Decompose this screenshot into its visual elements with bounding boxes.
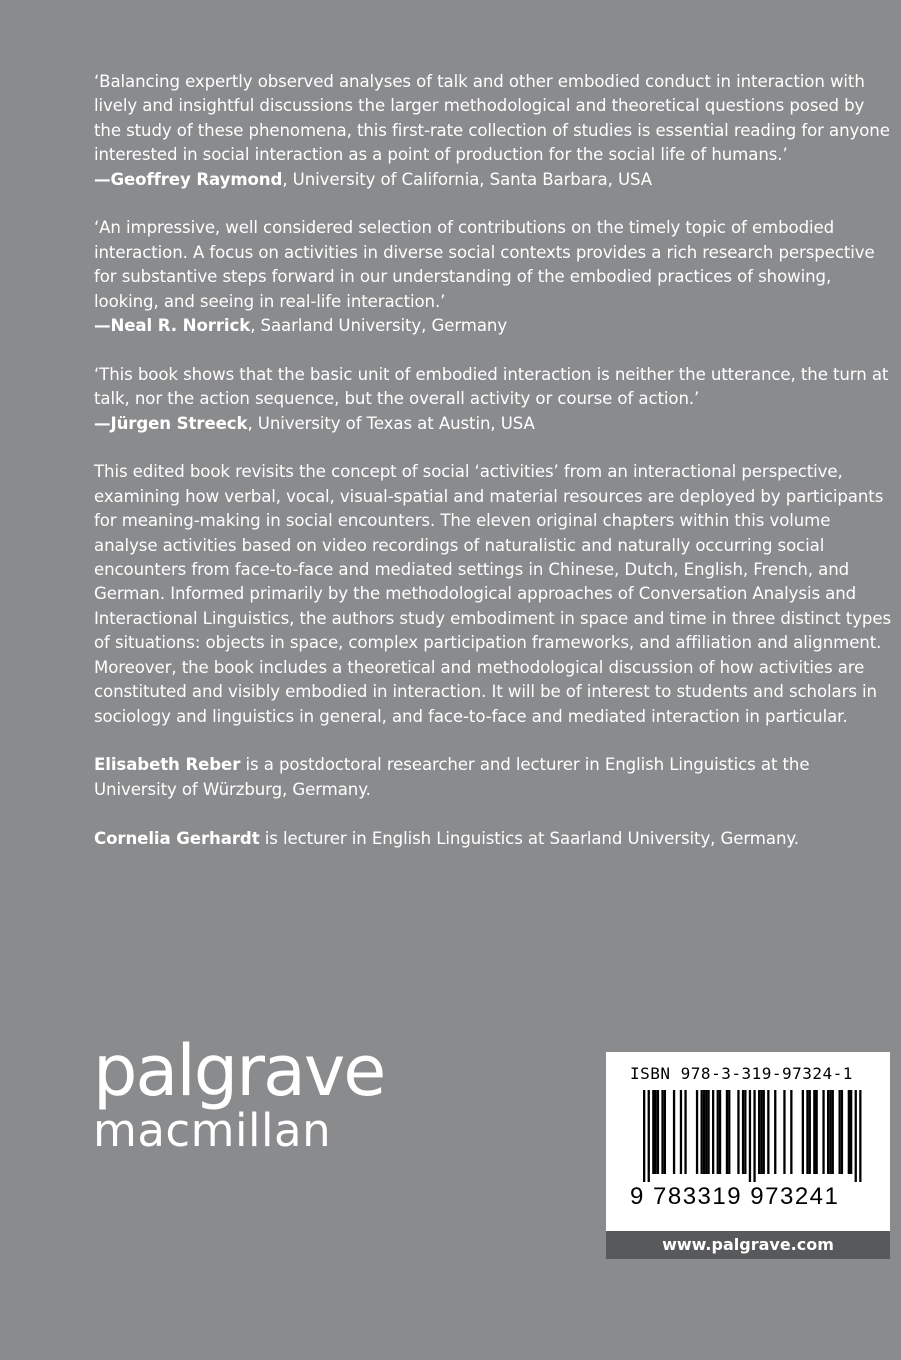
barcode-bar [859, 1090, 861, 1182]
editor-name: Elisabeth Reber [94, 755, 241, 775]
barcode-bar [652, 1090, 654, 1174]
quote-2 [94, 216, 894, 338]
barcode-bar [673, 1090, 675, 1174]
barcode-bar [703, 1090, 705, 1174]
quote-attribution [94, 168, 894, 192]
barcode-digits: 9 783319 973241 [630, 1183, 840, 1210]
description-text: This edited book revisits the concept of social ‘activities’ from an interactional perspective, examining how verbal, vocal, visual-spatial and material resources are deployed by participants for meaning-making in social encounters. The eleven original chapters within this volume analyse activities based on video recordings of naturalistic and naturally occurring social encounters from face-to-face and mediated settings in Chinese, Dutch, English, French, and German. Informed primarily by the methodological approaches of Conversation Analysis and Interactional Linguistics, the authors study embodiment in space and time in three distinct types of situations: objects in space, complex participation frameworks, and affiliation and alignment. Moreover, the book includes a theoretical and methodological discussion of how activities are constituted and visibly embodied in interaction. It will be of interest to students and scholars in sociology and linguistics in general, and face-to-face and mediated interaction in particular. [94, 462, 892, 726]
quote-author: —Jürgen Streeck [94, 413, 248, 433]
barcode-bar [742, 1090, 744, 1174]
barcode-bar [841, 1090, 843, 1174]
barcode-bar [822, 1090, 824, 1174]
barcode-bar [760, 1090, 762, 1174]
barcode-bar [809, 1090, 811, 1174]
quote-text: ‘An impressive, well considered selection of contributions on the timely topic of embodied interaction. A focus on activities in diverse social contexts provides a rich research perspective for substantive steps forward in our understanding of the embodied practices of showing, looking, and seeing in real-life interaction.’ [94, 218, 875, 311]
barcode-bar [806, 1090, 808, 1174]
quote-text: ‘Balancing expertly observed analyses of talk and other embodied conduct in interaction with lively and insightful discussions the larger methodological and theoretical questions posed by the study of these phenomena, this first-rate collection of studies is essential reading for anyone interested in social interaction as a point of production for the social life of humans.’ [94, 72, 890, 165]
barcode-bar [657, 1090, 659, 1174]
isbn-barcode [606, 1052, 890, 1231]
barcode-bar [705, 1090, 707, 1174]
barcode-bar [783, 1090, 785, 1174]
barcode-bar [763, 1090, 765, 1174]
barcode-bar [643, 1090, 645, 1182]
barcode-bar [832, 1090, 834, 1174]
barcode-bars [629, 1090, 869, 1182]
quote-author: —Neal R. Norrick [94, 316, 251, 336]
quote-1 [94, 70, 894, 192]
barcode-bar [707, 1090, 709, 1174]
barcode-bar [696, 1090, 698, 1174]
barcode-bar [737, 1090, 739, 1174]
barcode-bar [829, 1090, 831, 1174]
barcode-bar [790, 1090, 792, 1174]
barcode-bar [758, 1090, 760, 1174]
quote-affiliation: , Saarland University, Germany [250, 316, 508, 336]
book-description [94, 460, 894, 728]
barcode-bar [848, 1090, 850, 1174]
barcode-bar [661, 1090, 663, 1174]
barcode-bar [701, 1090, 703, 1174]
quote-attribution [94, 314, 894, 338]
editor-bio: is a postdoctoral researcher and lecturer in English Linguistics at the University of Würzburg, Germany. [94, 755, 810, 799]
barcode-bar [655, 1090, 657, 1174]
barcode-bar [827, 1090, 829, 1174]
barcode-bar [664, 1090, 666, 1174]
editor-bio: is lecturer in English Linguistics at Saarland University, Germany. [259, 828, 799, 848]
quote-attribution [94, 412, 894, 436]
barcode-bar [774, 1090, 776, 1174]
barcode-bar [753, 1090, 755, 1182]
logo-palgrave: palgrave [93, 1030, 385, 1112]
quote-affiliation: , University of Texas at Austin, USA [247, 413, 535, 433]
quote-3 [94, 363, 894, 436]
quote-affiliation: , University of California, Santa Barbara, USA [282, 169, 652, 189]
barcode-bar [648, 1090, 650, 1182]
isbn-label: ISBN 978-3-319-97324-1 [630, 1064, 853, 1083]
logo-macmillan: macmillan [93, 1104, 332, 1157]
barcode-bar [855, 1090, 857, 1182]
barcode-bar [850, 1090, 852, 1174]
barcode-bar [684, 1090, 686, 1174]
barcode-bar [816, 1090, 818, 1174]
quote-text: ‘This book shows that the basic unit of embodied interaction is neither the utterance, the turn at talk, nor the action sequence, but the overall activity or course of action.’ [94, 364, 889, 409]
barcode-bar [813, 1090, 815, 1174]
barcode-bar [744, 1090, 746, 1174]
back-cover-text [94, 70, 894, 875]
barcode-bar [726, 1090, 728, 1174]
barcode-bar [719, 1090, 721, 1174]
barcode-bar [839, 1090, 841, 1174]
editor-name: Cornelia Gerhardt [94, 828, 260, 848]
barcode-bar [802, 1090, 804, 1174]
publisher-url[interactable]: www.palgrave.com [606, 1231, 890, 1259]
editor-bio-1 [94, 753, 894, 802]
barcode-bar [728, 1090, 730, 1174]
quote-author: —Geoffrey Raymond [94, 169, 283, 189]
barcode-bar [749, 1090, 751, 1182]
barcode-bar [767, 1090, 769, 1174]
publisher-logo [93, 1030, 385, 1157]
barcode-bar [717, 1090, 719, 1174]
editor-bio-2 [94, 827, 894, 851]
barcode-bar [712, 1090, 714, 1174]
barcode-bar [680, 1090, 682, 1174]
